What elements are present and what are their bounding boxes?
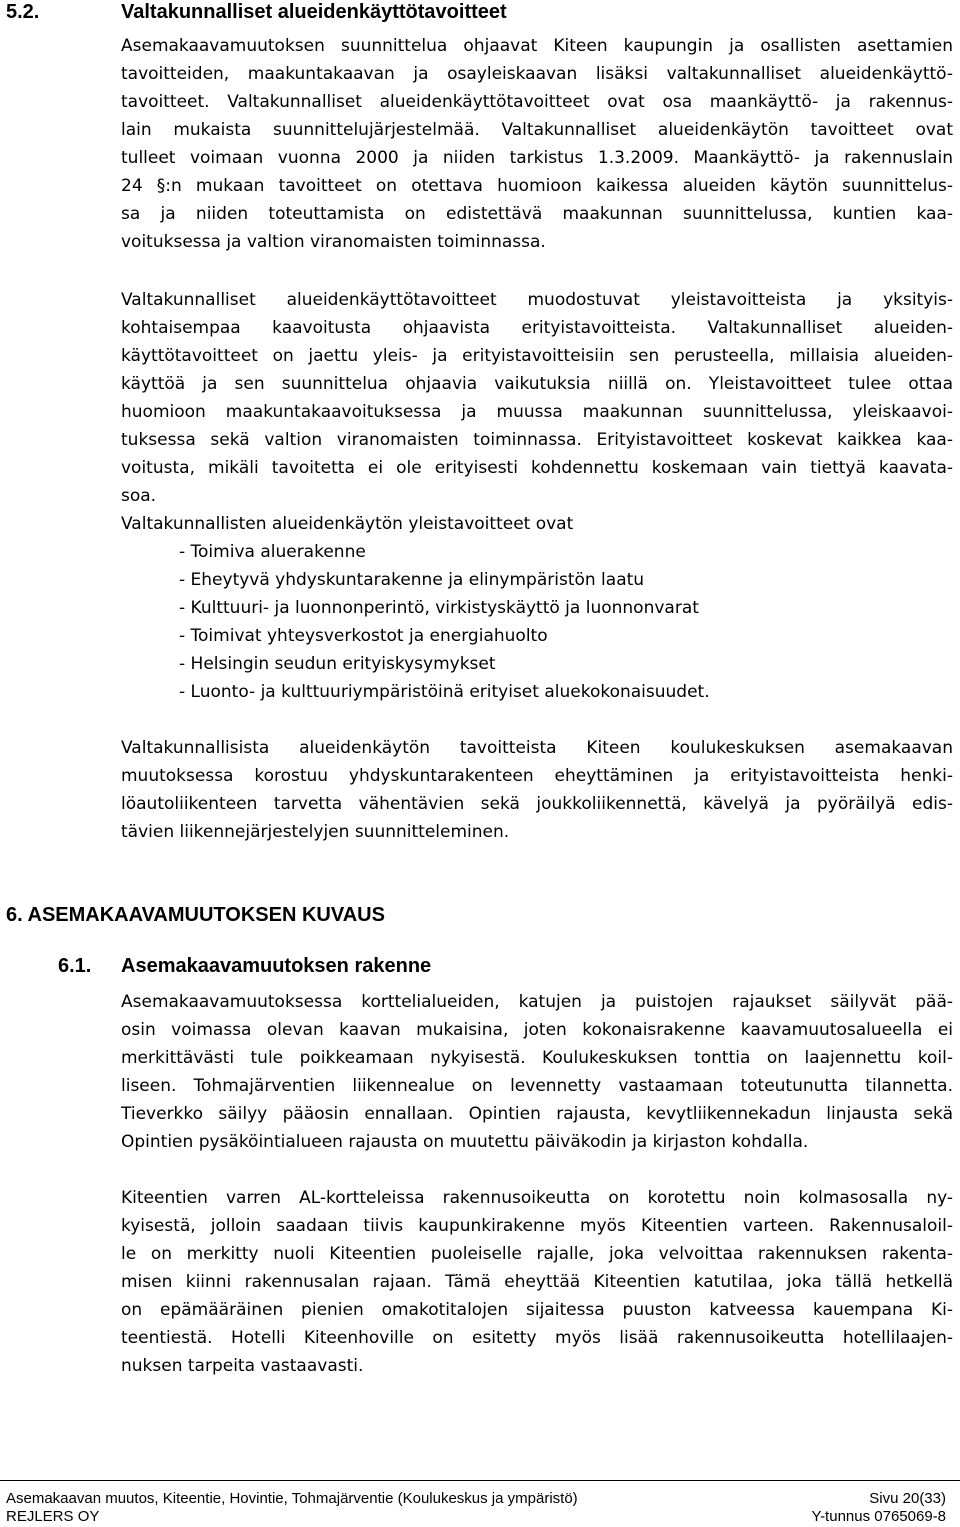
footer-company: REJLERS OY xyxy=(6,1508,100,1525)
section-6-heading: 6. ASEMAKAAVAMUUTOKSEN KUVAUS xyxy=(6,904,385,926)
text-line: Valtakunnallisista alueidenkäytön tavoitteista Kiteen koulukeskuksen asemakaavan xyxy=(121,738,953,758)
text-line: tuksessa sekä valtion viranomaisten toiminnassa. Erityistavoitteet koskevat kaikkea kaa- xyxy=(121,430,953,450)
text-line: voitusta, mikäli tavoitetta ei ole erityisesti kohdennettu koskemaan vain tiettyä kaavata- xyxy=(121,458,953,478)
text-line: teentiestä. Hotelli Kiteenhoville on esitetty myös lisää rakennusoikeutta hotellilaajen- xyxy=(121,1328,953,1348)
list-item: - Luonto- ja kulttuuriympäristöinä erityiset aluekokonaisuudet. xyxy=(179,682,710,702)
text-line: kyisestä, jolloin saadaan tiivis kaupunkirakenne myös Kiteentien varteen. Rakennusaloil- xyxy=(121,1216,953,1236)
text-line: tavoitteiden, maakuntakaavan ja osayleiskaavan lisäksi valtakunnalliset alueidenkäyttö- xyxy=(121,64,953,84)
text-line: sa ja niiden toteuttamista on edistettävä maakunnan suunnittelussa, kuntien kaa- xyxy=(121,204,953,224)
text-line: tulleet voimaan vuonna 2000 ja niiden tarkistus 1.3.2009. Maankäyttö- ja rakennuslain xyxy=(121,148,953,168)
text-line: Asemakaavamuutoksen suunnittelua ohjaavat Kiteen kaupungin ja osallisten asettamien xyxy=(121,36,953,56)
section-6-1-paragraph-1 xyxy=(121,988,953,1156)
text-line: Valtakunnallisten alueidenkäytön yleistavoitteet ovat xyxy=(121,514,574,534)
text-line: misen kiinni rakennusalan rajaan. Tämä eheyttää Kiteentien katutilaa, joka tällä hetkellä xyxy=(121,1272,953,1292)
text-line: le on merkitty nuoli Kiteentien puoleiselle rajalle, joka velvoittaa rakennuksen rakenta- xyxy=(121,1244,953,1264)
list-item: - Toimiva aluerakenne xyxy=(179,542,366,562)
section-6-1-number: 6.1. xyxy=(58,955,92,977)
section-5-2-paragraph-1 xyxy=(121,32,953,256)
text-line: lain mukaista suunnittelujärjestelmää. Valtakunnalliset alueidenkäytön tavoitteet ovat xyxy=(121,120,953,140)
list-intro xyxy=(121,510,953,538)
text-line: Opintien pysäköintialueen rajausta on muutettu päiväkodin ja kirjaston kohdalla. xyxy=(121,1132,809,1152)
text-line: tävien liikennejärjestelyjen suunnitteleminen. xyxy=(121,822,510,842)
footer-divider xyxy=(0,1480,960,1481)
section-5-2-heading xyxy=(6,0,566,24)
footer-document-title: Asemakaavan muutos, Kiteentie, Hovintie, Tohmajärventie (Koulukeskus ja ympäristö) xyxy=(6,1490,578,1507)
text-line: voituksessa ja valtion viranomaisten toiminnassa. xyxy=(121,232,546,252)
text-line: tavoitteet. Valtakunnalliset alueidenkäyttötavoitteet ovat osa maankäyttö- ja rakennus- xyxy=(121,92,953,112)
footer-business-id: Y-tunnus 0765069-8 xyxy=(811,1508,946,1525)
text-line: osin voimassa olevan kaavan mukaisina, joten kokonaisrakenne kaavamuutosalueella ei xyxy=(121,1020,953,1040)
list-item: - Helsingin seudun erityiskysymykset xyxy=(179,654,496,674)
section-6-1-heading xyxy=(58,954,538,978)
text-line: käyttötavoitteet on jaettu yleis- ja erityistavoitteisiin sen perusteella, millaisia alueiden- xyxy=(121,346,953,366)
text-line: muutoksessa korostuu yhdyskuntarakenteen eheyttäminen ja erityistavoitteista henki- xyxy=(121,766,953,786)
text-line: merkittävästi tule poikkeamaan nykyisestä. Koulukeskuksen tonttia on laajennettu koil- xyxy=(121,1048,953,1068)
section-5-2-paragraph-2 xyxy=(121,286,953,510)
text-line: Kiteentien varren AL-kortteleissa rakennusoikeutta on korotettu noin kolmasosalla ny- xyxy=(121,1188,953,1208)
text-line: Valtakunnalliset alueidenkäyttötavoitteet muodostuvat yleistavoitteista ja yksityis- xyxy=(121,290,953,310)
text-line: on epämääräinen pienien omakotitalojen sijaitessa puuston katveessa kauempana Ki- xyxy=(121,1300,953,1320)
text-line: soa. xyxy=(121,486,157,506)
text-line: huomioon maakuntakaavoituksessa ja muussa maakunnan suunnittelussa, yleiskaavoi- xyxy=(121,402,953,422)
section-5-2-number: 5.2. xyxy=(6,1,40,23)
text-line: käyttöä ja sen suunnittelua ohjaavia vaikutuksia niillä on. Yleistavoitteet tulee ottaa xyxy=(121,374,953,394)
text-line: Tieverkko säilyy pääosin ennallaan. Opintien rajausta, kevytliikennekadun linjausta sekä xyxy=(121,1104,953,1124)
section-5-2-paragraph-3 xyxy=(121,734,953,846)
section-6-1-paragraph-2 xyxy=(121,1184,953,1380)
list-item: - Kulttuuri- ja luonnonperintö, virkistyskäyttö ja luonnonvarat xyxy=(179,598,699,618)
section-6-1-title: Asemakaavamuutoksen rakenne xyxy=(121,955,432,977)
section-5-2-title: Valtakunnalliset alueidenkäyttötavoitteet xyxy=(121,1,507,23)
text-line: löautoliikenteen tarvetta vähentävien sekä joukkoliikennettä, kävelyä ja pyöräilyä edis- xyxy=(121,794,953,814)
text-line: kohtaisempaa kaavoitusta ohjaavista erityistavoitteista. Valtakunnalliset alueiden- xyxy=(121,318,953,338)
footer-page-number: Sivu 20(33) xyxy=(869,1490,946,1507)
text-line: 24 §:n mukaan tavoitteet on otettava huomioon kaikessa alueiden käytön suunnittelus- xyxy=(121,176,953,196)
text-line: nuksen tarpeita vastaavasti. xyxy=(121,1356,364,1376)
text-line: Asemakaavamuutoksessa korttelialueiden, katujen ja puistojen rajaukset säilyvät pää- xyxy=(121,992,953,1012)
list-item: - Eheytyvä yhdyskuntarakenne ja elinympäristön laatu xyxy=(179,570,645,590)
text-line: liseen. Tohmajärventien liikennealue on levennetty vastaamaan toteutunutta tilannetta. xyxy=(121,1076,953,1096)
list-item: - Toimivat yhteysverkostot ja energiahuolto xyxy=(179,626,548,646)
